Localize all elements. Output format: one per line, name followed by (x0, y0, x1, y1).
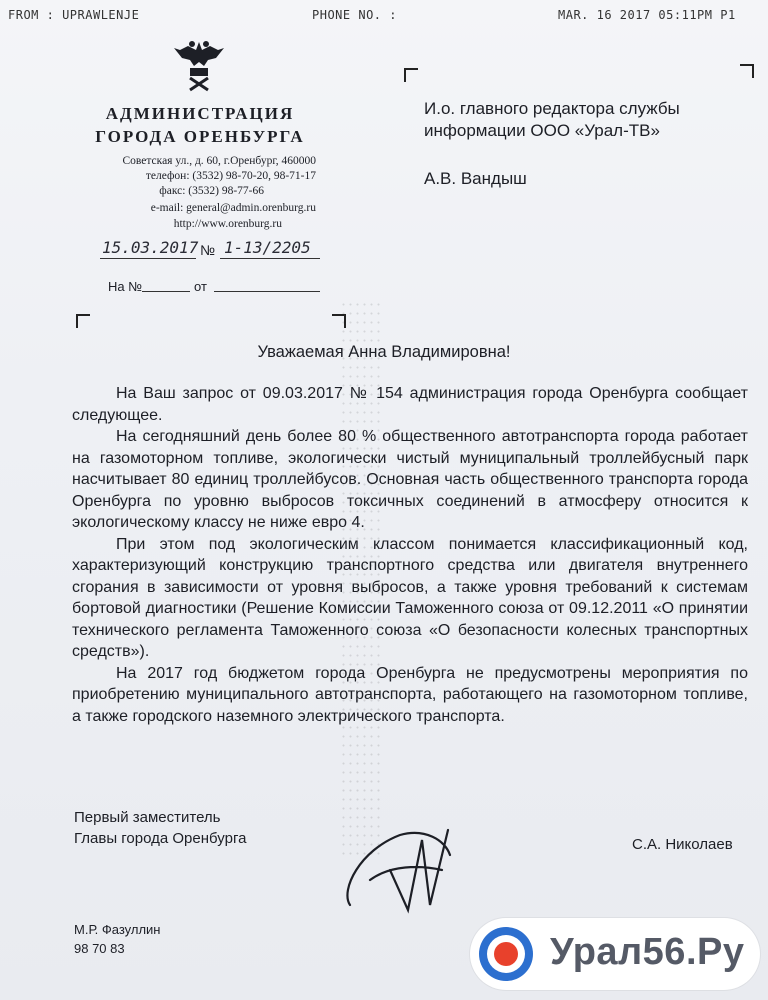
ref-label-na: На № (108, 279, 143, 294)
subject-corner-left (76, 314, 90, 328)
paragraph-1: На Ваш запрос от 09.03.2017 № 154 администрация города Оренбурга сообщает следующее. (72, 385, 748, 424)
letter-number: 1-13/2205 (224, 238, 311, 257)
number-label: № (200, 242, 216, 258)
executor-phone: 98 70 83 (74, 941, 125, 956)
recipient-line1: И.о. главного редактора службы (424, 99, 680, 118)
ural56-logo-icon (476, 924, 536, 984)
fax-phone: PHONE NO. : (312, 8, 397, 22)
ref-label-ot: от (194, 279, 207, 294)
number-underline (220, 258, 320, 259)
org-email: e-mail: general@admin.orenburg.ru (150, 202, 316, 214)
ref-underline-1 (142, 291, 190, 292)
date-underline (100, 258, 196, 259)
fax-timestamp: MAR. 16 2017 05:11PM P1 (558, 8, 736, 22)
coat-of-arms-icon (168, 36, 230, 92)
paragraph-4: На 2017 год бюджетом города Оренбурга не предусмотрены мероприятия по приобретению муниципального автотранспорта, работающего на газомоторном топливе, а также городского наземного электрического транспорта. (72, 664, 748, 725)
handwritten-signature (330, 810, 480, 920)
toner-streak (340, 300, 380, 860)
signatory-title-line1: Первый заместитель (74, 809, 221, 826)
org-title-line1: АДМИНИСТРАЦИЯ (105, 104, 295, 123)
org-fax: факс: (3532) 98-77-66 (159, 185, 264, 197)
paragraph-3: При этом под экологическим классом понимается классификационный код, характеризующий конструкцию транспортного средства или двигателя внутреннего сгорания в зависимости от уровня выбросов, а также уровня требований к системам бортовой диагностики (Решение Комиссии Таможенного союза от 09.12.2011 «О принятии технического регламента Таможенного союза «О безопасности колесных транспортных средств»). (72, 535, 748, 660)
signatory-title-line2: Главы города Оренбурга (74, 830, 247, 847)
recipient-corner-right (740, 64, 754, 78)
org-website: http://www.orenburg.ru (173, 218, 282, 230)
org-title-line2: ГОРОДА ОРЕНБУРГА (95, 127, 305, 146)
greeting: Уважаемая Анна Владимировна! (257, 343, 511, 361)
letter-date: 15.03.2017 (102, 238, 199, 257)
site-watermark (470, 918, 760, 990)
ref-underline-2 (214, 291, 320, 292)
recipient-line2: информации ООО «Урал-ТВ» (424, 121, 660, 140)
fax-from: FROM : UPRAWLENJE (8, 8, 140, 22)
recipient-name: А.В. Вандыш (424, 169, 527, 188)
executor-name: М.Р. Фазуллин (74, 922, 161, 937)
executor-block (74, 920, 161, 958)
letter-body (72, 383, 748, 727)
recipient-corner-left (404, 68, 418, 82)
watermark-text: Урал56.Ру (550, 931, 745, 973)
org-address: Советская ул., д. 60, г.Оренбург, 460000 (122, 155, 316, 167)
paragraph-2: На сегодняшний день более 80 % общественного автотранспорта города работает на газомоторном топливе, экологически чистый муниципальный троллейбусный парк насчитывает 80 единиц троллейбусов. Основная часть общественного транспорта города Оренбурга по уровню выбросов токсичных соединений в атмосферу относится к экологическому классу не ниже евро 4. (72, 428, 748, 531)
signatory-name: С.А. Николаев (632, 836, 733, 853)
org-phone: телефон: (3532) 98-70-20, 98-71-17 (145, 170, 316, 182)
